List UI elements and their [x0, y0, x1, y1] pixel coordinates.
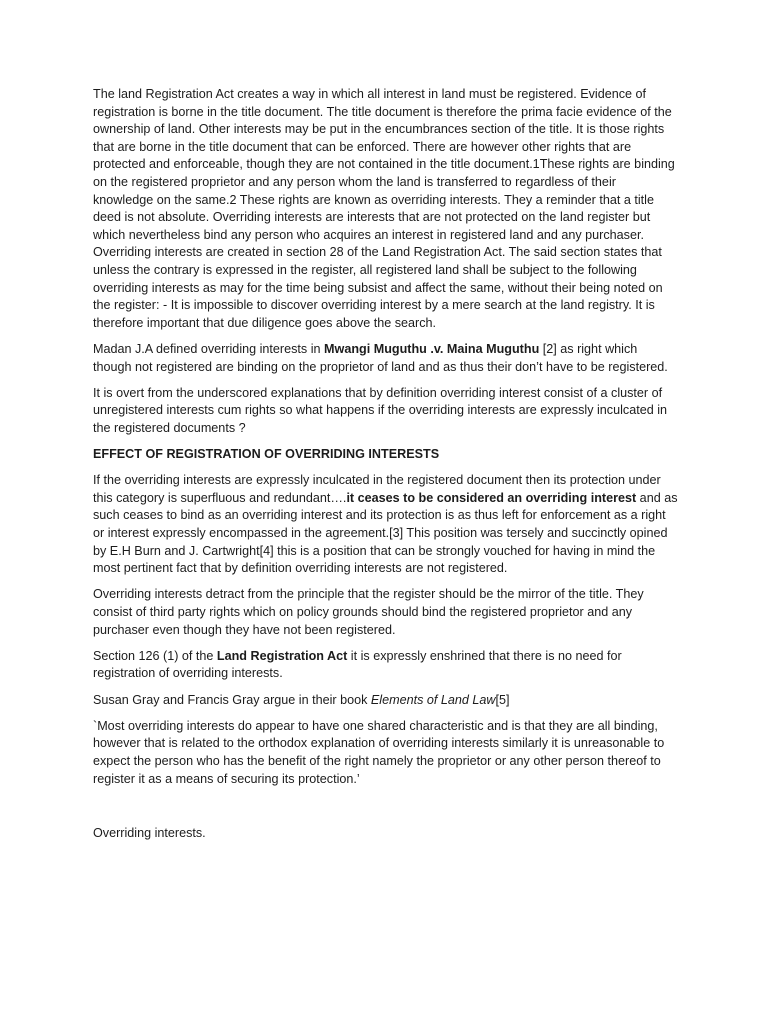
spacer: [93, 797, 678, 825]
paragraph-gray-text-2: [5]: [495, 692, 510, 707]
paragraph-section-126: [93, 648, 678, 683]
paragraph-madan-text-1: Madan J.A defined overriding interests in: [93, 341, 325, 356]
paragraph-madan: [93, 341, 678, 376]
paragraph-section-126-text-1: Section 126 (1) of the: [93, 648, 217, 663]
case-name-mwangi: Mwangi Muguthu .v. Maina Muguthu: [324, 341, 540, 356]
paragraph-section-126-text-2: it is expressly enshrined that there is no need for registration of overriding interests.: [93, 648, 622, 681]
paragraph-intro: The land Registration Act creates a way in which all interest in land must be registered. Evidence of registration is borne in the title document. The title document is therefore the prima facie evidence of the ownership of land. Other interests may be put in the encumbrances section of the title. It is those rights that are borne in the title document that can be enforced. There are however other rights that are protected and enforceable, though they are not contained in the title document.1These rights are binding on the registered proprietor and any person whom the land is transferred to regardless of their knowledge on the same.2 These rights are known as overriding interests. They a reminder that a title deed is not absolute. Overriding interests are interests that are not protected on the land register but which nevertheless bind any person who acquires an interest in registered land and any purchaser. Overriding interests are created in section 28 of the Land Registration Act. The said section states that unless the contrary is expressed in the register, all registered land shall be subject to the following overriding interests as may for the time being subsist and affect the same, without their being noted on the register: - It is impossible to discover overriding interest by a mere search at the land registry. It is therefore important that due diligence goes above the search.: [93, 87, 675, 330]
paragraph-gray: [93, 692, 678, 710]
paragraph-effect-text-2: and as such ceases to bind as an overriding interest and its protection is as thus left for enforcement as a right or interest expressly encompassed in the agreement.[3] This position was tersely and succinctly opined by E.H Burn and J. Cartwright[4] this is a position that can be strongly vouched for having in mind the most pertinent fact that by definition overriding interests are not registered.: [93, 490, 678, 576]
paragraph-overt: It is overt from the underscored explanations that by definition overriding interest consist of a cluster of unregistered interests cum rights so what happens if the overriding interests are expressly inculcated in the registered documents ?: [93, 385, 668, 435]
act-name: Land Registration Act: [216, 648, 348, 663]
book-title: Elements of Land Law: [370, 692, 496, 707]
paragraph-detract: Overriding interests detract from the principle that the register should be the mirror of the title. They consist of third party rights which on policy grounds should bind the registered proprietor and any purchaser even though they have not been registered.: [93, 587, 644, 637]
document-page: [93, 86, 678, 851]
paragraph-effect-text-1: If the overriding interests are expressly inculcated in the registered document then its protection under this category is superfluous and redundant….: [93, 473, 661, 505]
paragraph-quote: `Most overriding interests do appear to have one shared characteristic and is that they are all binding, however that is related to the orthodox explanation of overriding interests similarly it is unreasonable to expect the person who has the benefit of the right namely the proprietor or any other person thereof to register it as a means of securing its protection.’: [93, 718, 665, 786]
emphasis-ceases: it ceases to be considered an overriding interest: [346, 490, 637, 505]
paragraph-gray-text-1: Susan Gray and Francis Gray argue in their book: [93, 692, 371, 707]
paragraph-closing: Overriding interests.: [93, 825, 206, 840]
paragraph-effect: [93, 472, 678, 578]
paragraph-madan-text-2: [2] as right which though not registered are binding on the proprietor of land and as thus their don’t have to be registered.: [93, 341, 668, 374]
section-heading: EFFECT OF REGISTRATION OF OVERRIDING INTERESTS: [93, 447, 440, 462]
